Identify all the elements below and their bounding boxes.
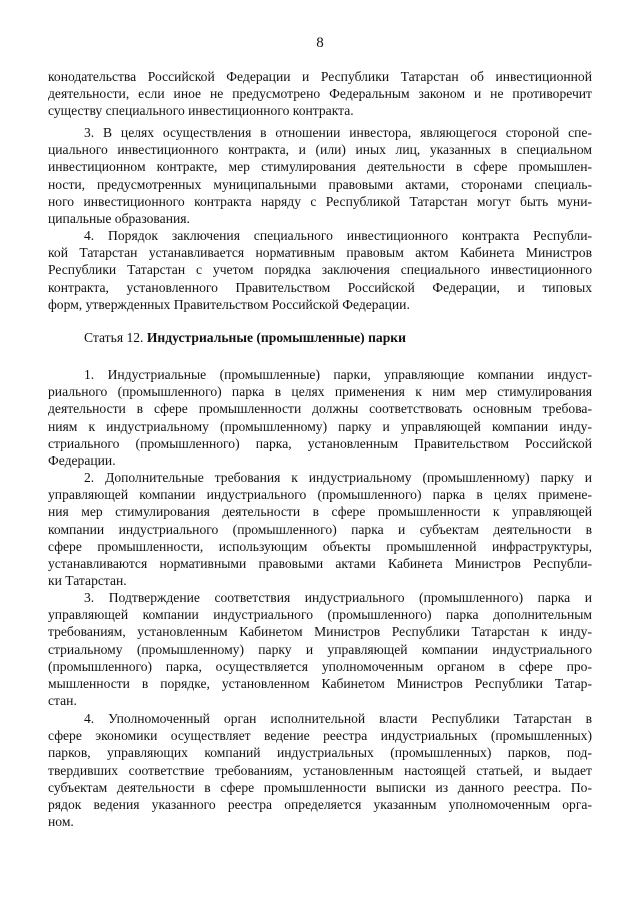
paragraph-clause-3	[48, 124, 592, 227]
paragraph-article12-clause-3	[48, 589, 592, 709]
text-line: конодательства Российской Федерации и Республики Татарстан об инвестиционной	[48, 69, 592, 84]
text-line: рядок ведения указанного реестра определяется указанным уполномоченным орга-	[48, 796, 592, 812]
text-line: ном.	[48, 814, 74, 830]
article-title: Индустриальные (промышленные) парки	[146, 330, 406, 345]
text-line: 4. Порядок заключения специального инвестиционного контракта Республи-	[84, 228, 592, 243]
text-line: деятельности в сфере промышленности должны соответствовать основным требова-	[48, 401, 592, 417]
paragraph-continuation	[48, 68, 592, 120]
text-line: ного инвестиционного контракта наряду с Республикой Татарстан могут быть муни-	[48, 193, 592, 209]
text-line: деятельности, если иное не предусмотрено Федеральным законом и не противоречит	[48, 86, 592, 102]
text-line: управляющей компании индустриального (промышленного) парка дополнительным	[48, 607, 592, 623]
text-line: контракта, установленного Правительством Российской Федерации, и типовых	[48, 279, 592, 295]
text-line: форм, утвержденных Правительством Российской Федерации.	[48, 296, 410, 312]
text-line: инвестиционном контракте, мер стимулирования деятельности в сфере промышлен-	[48, 159, 592, 175]
text-line: риального (промышленного) парка в целях применения к ним мер стимулирования	[48, 384, 592, 400]
paragraph-article12-clause-2	[48, 469, 592, 589]
text-line: ниям к индустриальному (промышленному) парку и управляющей компании инду-	[48, 418, 592, 434]
text-line: 3. В целях осуществления в отношении инвестора, являющегося стороной спе-	[84, 125, 592, 140]
text-line: компании индустриального (промышленного) парка и субъектам деятельности в	[48, 521, 592, 537]
text-line: парков, управляющих компаний индустриальных (промышленных) парков, под-	[48, 745, 592, 761]
paragraph-clause-4	[48, 227, 592, 313]
text-line: 1. Индустриальные (промышленные) парки, управляющие компании индуст-	[84, 367, 592, 382]
article-number: Статья 12.	[84, 330, 147, 345]
article-heading	[84, 329, 406, 346]
text-line: сфере промышленности, использующим объекты промышленной инфраструктуры,	[48, 538, 592, 554]
text-line: стриального (промышленного) парка, установленным Правительством Российской	[48, 435, 592, 451]
text-line: ности, предусмотренных муниципальными правовыми актами, сторонами специаль-	[48, 176, 592, 192]
text-line: существу специального инвестиционного контракта.	[48, 103, 354, 119]
text-line: кой Татарстан устанавливается нормативным правовым актом Кабинета Министров	[48, 245, 592, 261]
paragraph-article12-clause-1	[48, 366, 592, 469]
text-line: Республики Татарстан с учетом порядка заключения специального инвестиционного	[48, 262, 592, 278]
text-line: ципальные образования.	[48, 210, 190, 226]
text-line: Федерации.	[48, 452, 116, 468]
text-line: 4. Уполномоченный орган исполнительной власти Республики Татарстан в	[84, 711, 592, 726]
text-line: мышленности в порядке, установленном Кабинетом Министров Республики Татар-	[48, 675, 592, 691]
text-line: (промышленного) парка, осуществляется уполномоченным органом в сфере про-	[48, 658, 592, 674]
text-line: требованиям, установленным Кабинетом Министров Республики Татарстан к инду-	[48, 624, 592, 640]
text-line: стан.	[48, 693, 77, 709]
text-line: 2. Дополнительные требования к индустриальному (промышленному) парку и	[84, 470, 592, 485]
text-line: твердивших соответствие требованиям, установленным настоящей статьей, и выдает	[48, 762, 592, 778]
text-line: управляющей компании индустриального (промышленного) парка в целях примене-	[48, 487, 592, 503]
page-number: 8	[316, 35, 324, 51]
text-line: сфере экономики осуществляет ведение реестра индустриальных (промышленных)	[48, 728, 592, 744]
text-line: ния мер стимулирования деятельности в сфере промышленности к управляющей	[48, 504, 592, 520]
text-line: стриальному (промышленному) парку и управляющей компании индустриального	[48, 641, 592, 657]
text-line: ки Татарстан.	[48, 573, 127, 589]
text-line: субъектам деятельности в сфере промышленности выписки из данного реестра. По-	[48, 779, 592, 795]
paragraph-article12-clause-4	[48, 710, 592, 830]
text-line: устанавливаются нормативными правовыми актами Кабинета Министров Республи-	[48, 555, 592, 571]
text-line: циального инвестиционного контракта, и (или) иных лиц, указанных в специальном	[48, 142, 592, 158]
text-line: 3. Подтверждение соответствия индустриального (промышленного) парка и	[84, 590, 592, 605]
